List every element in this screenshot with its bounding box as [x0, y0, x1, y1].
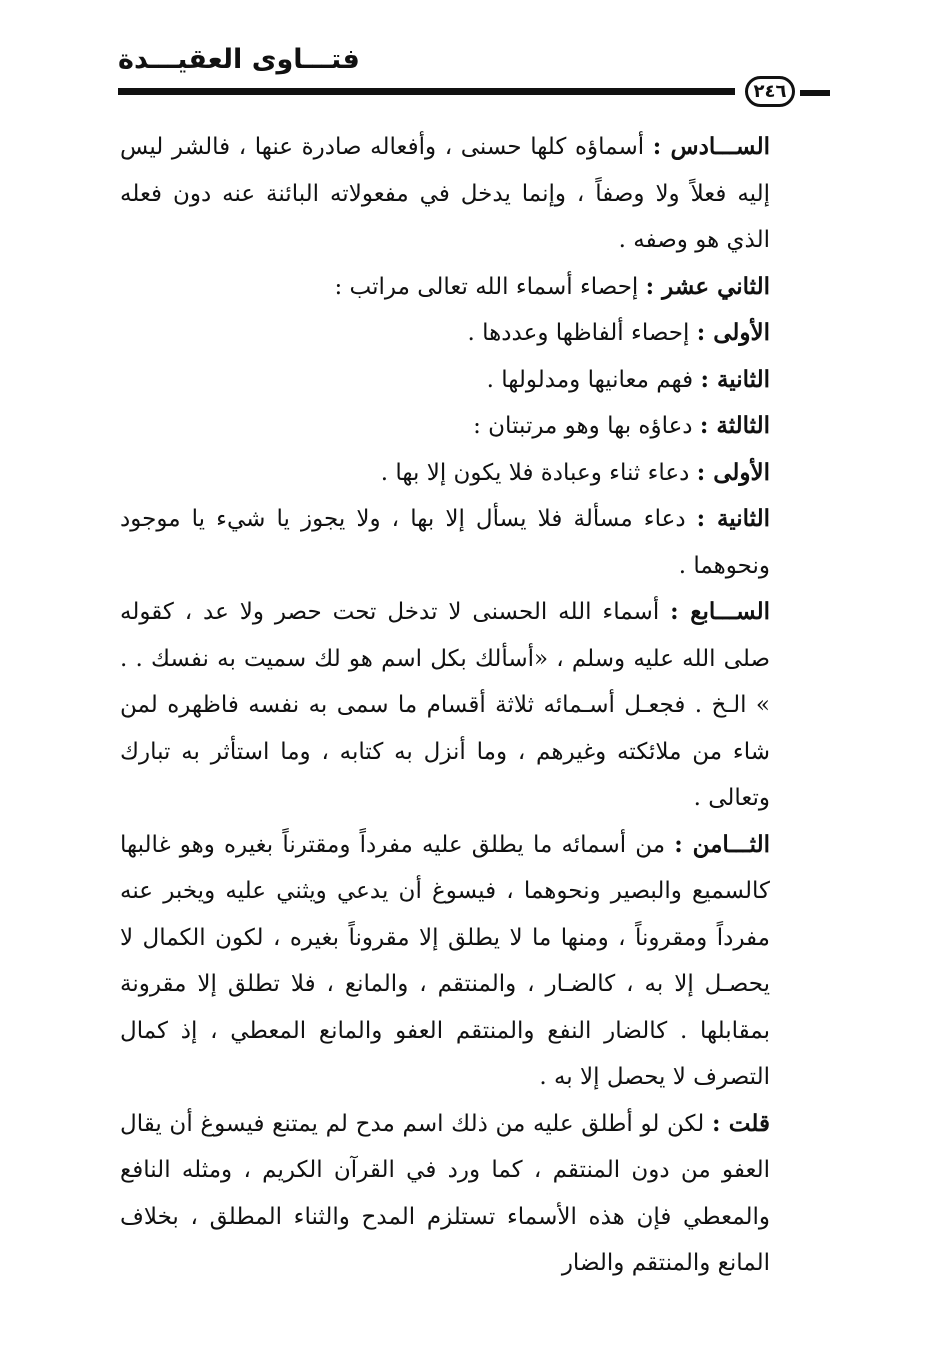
paragraph [120, 1101, 832, 1287]
paragraph [120, 450, 832, 497]
paragraph-lead: الثانية : [696, 505, 770, 532]
paragraph-lead: الثاني عشر : [645, 272, 770, 300]
paragraph-lead: الثالثة : [699, 412, 770, 439]
paragraph-text: أسماء الله الحسنى لا تدخل تحت حصر ولا عد ، كقوله صلى الله عليه وسلم ، «أسألك بكل اسم هو لك سميت به نفسك . . » الـخ . فجعـل أسـمائه ثلاثة أقسام ما سمى به نفسه فاظهره لمن شاء من ملائكته وغيرهم ، وما أنزل به كتابه ، وما استأثر به تبارك وتعالى . [120, 599, 770, 811]
paragraph [120, 124, 832, 264]
page-body [120, 124, 832, 1287]
paragraph-text: أسماؤه كلها حسنى ، وأفعاله صادرة عنها ، فالشر ليس إليه فعلاً ولا وصفاً ، وإنما يدخل في مفعولاته البائنة عنه دون فعله الذي هو وصفه . [120, 134, 770, 253]
paragraph-text: إحصاء ألفاظها وعددها . [467, 320, 697, 346]
paragraph [120, 264, 832, 311]
running-title: فتـــاوى العقيـــدة [118, 44, 360, 75]
paragraph [120, 310, 832, 357]
paragraph [120, 822, 832, 1101]
paragraph-text: دعاء مسألة فلا يسأل إلا بها ، ولا يجوز يا شيء يا موجود ونحوهما . [120, 506, 770, 579]
paragraph [120, 403, 832, 450]
paragraph-lead: الأولى : [696, 319, 770, 346]
paragraph-text: دعاء ثناء وعبادة فلا يكون إلا بها . [380, 459, 697, 486]
page-number-dash [800, 90, 830, 96]
paragraph-lead: الســـابع : [670, 598, 770, 625]
header-rule [118, 88, 735, 95]
paragraph-text: لكن لو أطلق عليه من ذلك اسم مدح لم يمتنع فيسوغ أن يقال العفو من دون المنتقم ، كما ورد في القرآن الكريم ، ومثله النافع والمعطي فإن هذه الأسماء تستلزم المدح والثناء المطلق ، بخلاف المانع والمنتقم والضار [120, 1110, 770, 1276]
paragraph-text: إحصاء أسماء الله تعالى مراتب : [334, 273, 646, 300]
paragraph-lead: الثانية : [700, 365, 770, 393]
paragraph-lead: الأولى : [696, 458, 770, 486]
paragraph-lead: قلت : [711, 1109, 770, 1137]
paragraph [120, 357, 832, 404]
paragraph [120, 589, 832, 822]
paragraph-text: دعاؤه بها وهو مرتبتان : [473, 413, 700, 439]
paragraph-text: فهم معانيها ومدلولها . [486, 366, 701, 393]
paragraph-text: من أسمائه ما يطلق عليه مفرداً ومقترناً بغيره وهو غالبها كالسميع والبصير ونحوهما ، فيسوغ أن يدعي ويثني عليه ويخبر عنه مفرداً ومقروناً ، ومنها ما لا يطلق إلا مقروناً بغيره ، لكون الكمال لا يحصـل إلا به ، كالضـار ، والمنتقم ، والمانع ، فلا تطلق إلا مقرونة بمقابلها . كالضار النفع والمنتقم العفو والمانع المعطي ، إذ كمال التصرف لا يحصل إلا به . [120, 831, 770, 1090]
page-header [118, 44, 830, 104]
paragraph-lead: الســـادس : [652, 133, 770, 160]
paragraph-lead: الثـــامن : [674, 830, 770, 858]
page-number: ٢٤٦ [745, 76, 795, 107]
paragraph [120, 496, 832, 589]
